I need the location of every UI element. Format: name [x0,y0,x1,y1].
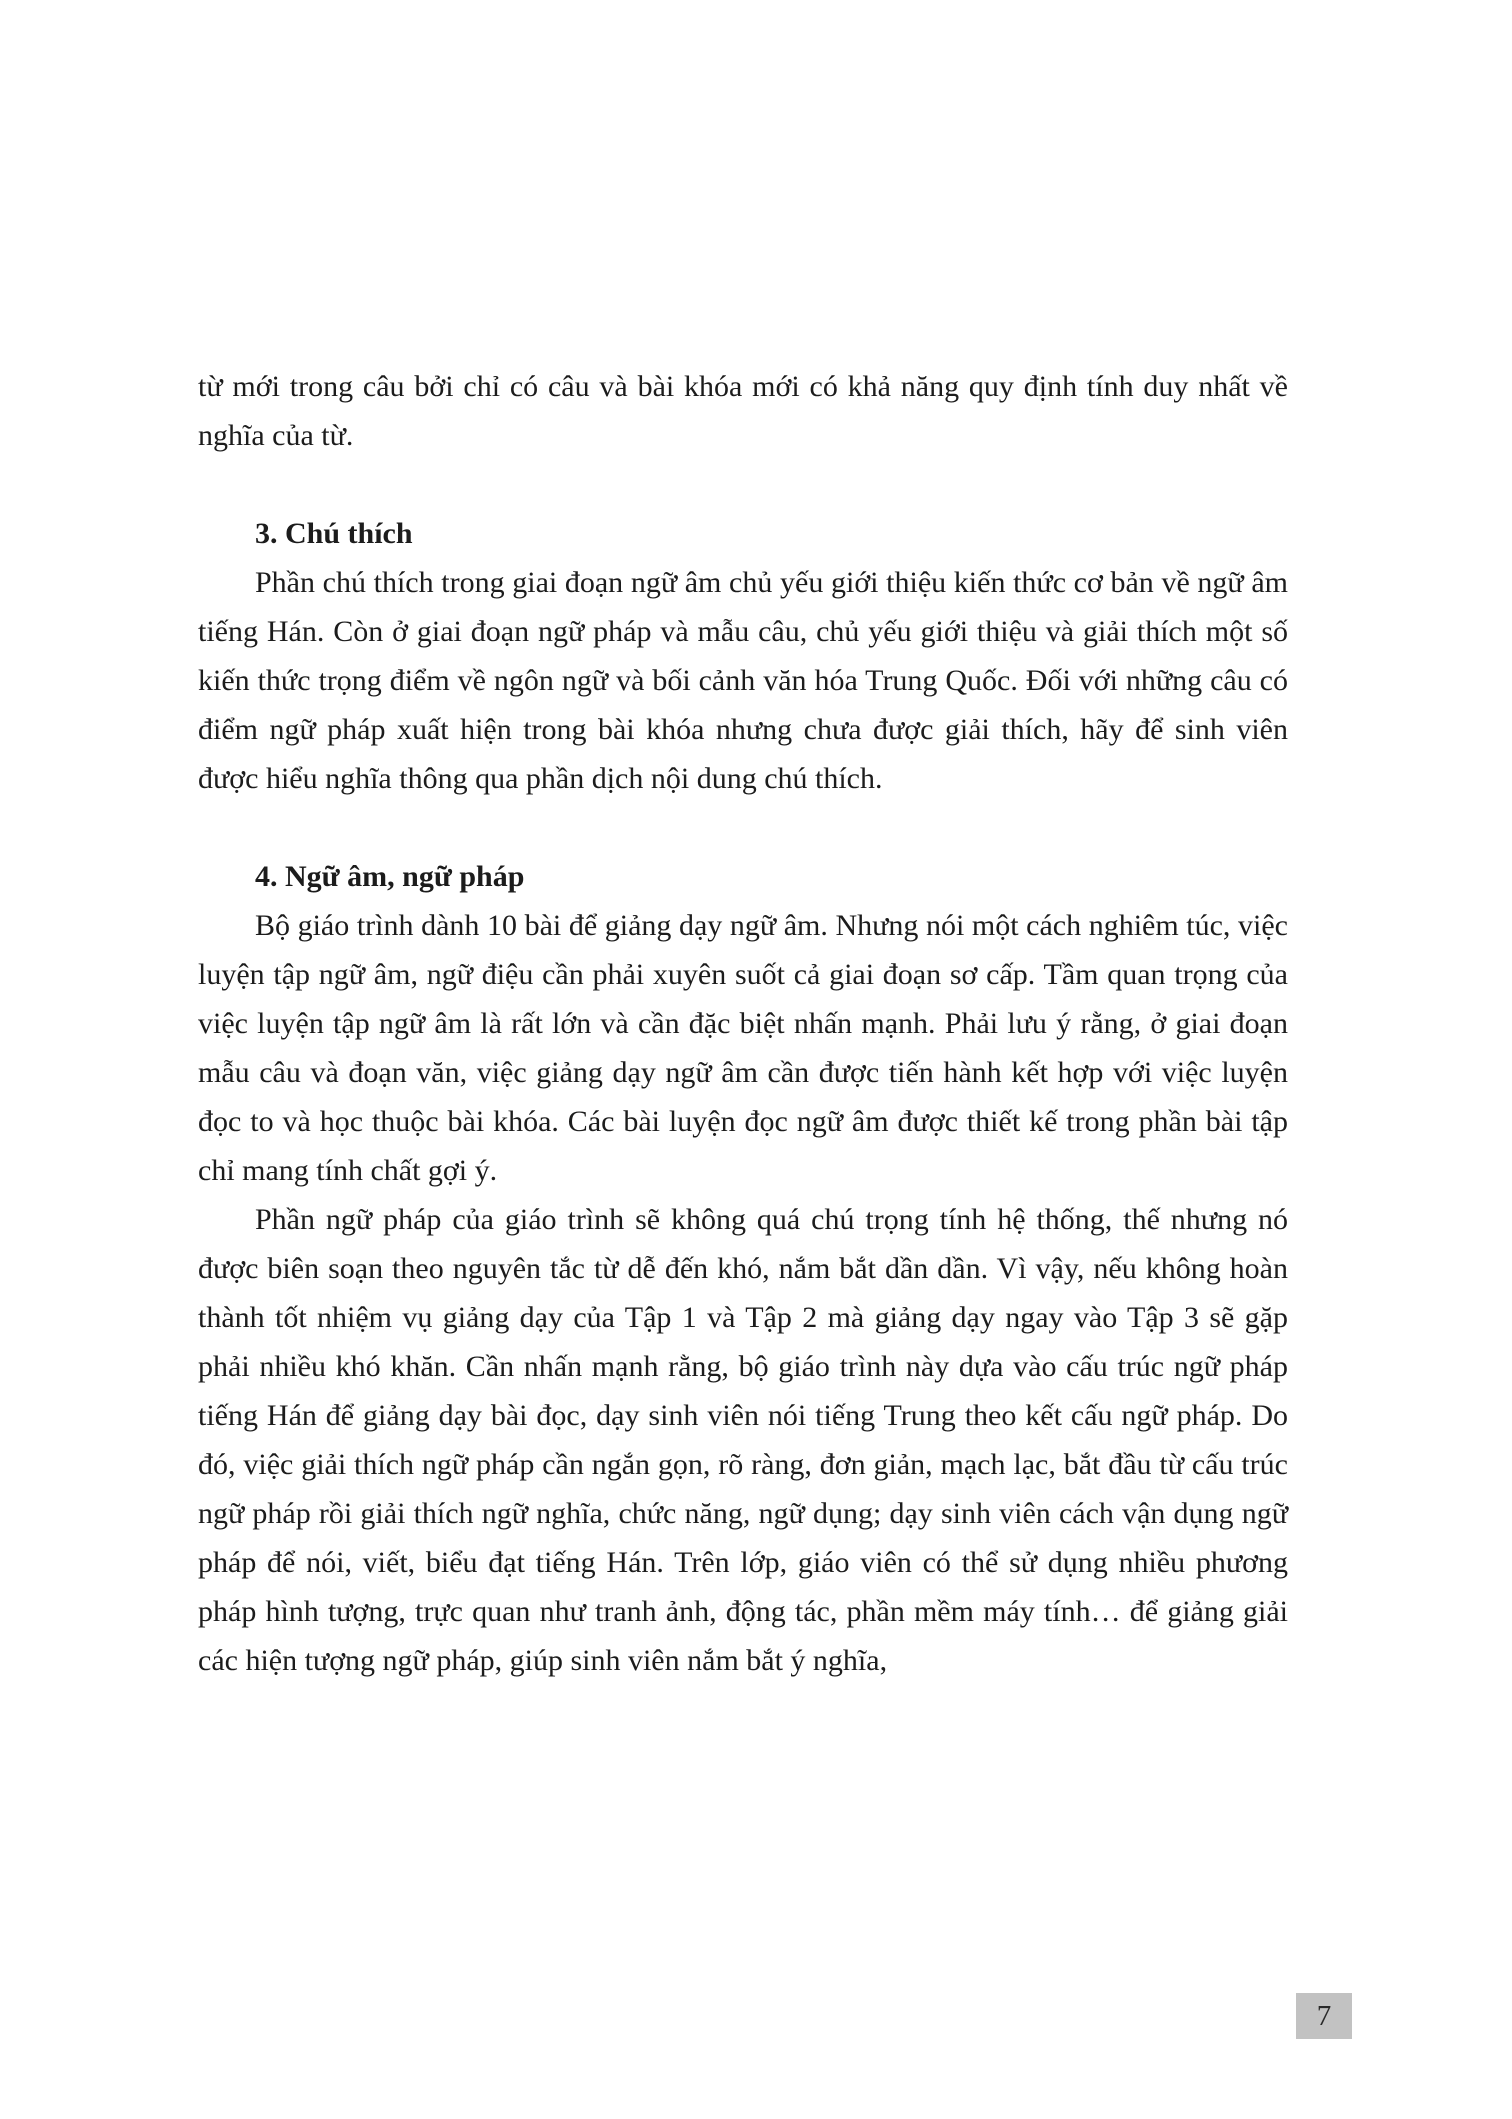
page-number-badge: 7 [1296,1993,1352,2039]
section-3-paragraph: Phần chú thích trong giai đoạn ngữ âm chủ yếu giới thiệu kiến thức cơ bản về ngữ âm tiếng Hán. Còn ở giai đoạn ngữ pháp và mẫu câu, chủ yếu giới thiệu và giải thích một số kiến thức trọng điểm về ngôn ngữ và bối cảnh văn hóa Trung Quốc. Đối với những câu có điểm ngữ pháp xuất hiện trong bài khóa nhưng chưa được giải thích, hãy để sinh viên được hiểu nghĩa thông qua phần dịch nội dung chú thích. [198,566,1288,795]
section-3-heading: 3. Chú thích [255,517,413,550]
section-4-paragraph-1: Bộ giáo trình dành 10 bài để giảng dạy ngữ âm. Nhưng nói một cách nghiêm túc, việc luyện tập ngữ âm, ngữ điệu cần phải xuyên suốt cả giai đoạn sơ cấp. Tầm quan trọng của việc luyện tập ngữ âm là rất lớn và cần đặc biệt nhấn mạnh. Phải lưu ý rằng, ở giai đoạn mẫu câu và đoạn văn, việc giảng dạy ngữ âm cần được tiến hành kết hợp với việc luyện đọc to và học thuộc bài khóa. Các bài luyện đọc ngữ âm được thiết kế trong phần bài tập chỉ mang tính chất gợi ý. [198,909,1288,1187]
page-content [198,362,1288,1685]
section-4-paragraph-2: Phần ngữ pháp của giáo trình sẽ không quá chú trọng tính hệ thống, thế nhưng nó được biên soạn theo nguyên tắc từ dễ đến khó, nắm bắt dần dần. Vì vậy, nếu không hoàn thành tốt nhiệm vụ giảng dạy của Tập 1 và Tập 2 mà giảng dạy ngay vào Tập 3 sẽ gặp phải nhiều khó khăn. Cần nhấn mạnh rằng, bộ giáo trình này dựa vào cấu trúc ngữ pháp tiếng Hán để giảng dạy bài đọc, dạy sinh viên nói tiếng Trung theo kết cấu ngữ pháp. Do đó, việc giải thích ngữ pháp cần ngắn gọn, rõ ràng, đơn giản, mạch lạc, bắt đầu từ cấu trúc ngữ pháp rồi giải thích ngữ nghĩa, chức năng, ngữ dụng; dạy sinh viên cách vận dụng ngữ pháp để nói, viết, biểu đạt tiếng Hán. Trên lớp, giáo viên có thể sử dụng nhiều phương pháp hình tượng, trực quan như tranh ảnh, động tác, phần mềm máy tính… để giảng giải các hiện tượng ngữ pháp, giúp sinh viên nắm bắt ý nghĩa, [198,1203,1288,1677]
intro-continuation-paragraph: từ mới trong câu bởi chỉ có câu và bài khóa mới có khả năng quy định tính duy nhất về nghĩa của từ. [198,370,1288,452]
section-4-heading: 4. Ngữ âm, ngữ pháp [255,860,525,893]
